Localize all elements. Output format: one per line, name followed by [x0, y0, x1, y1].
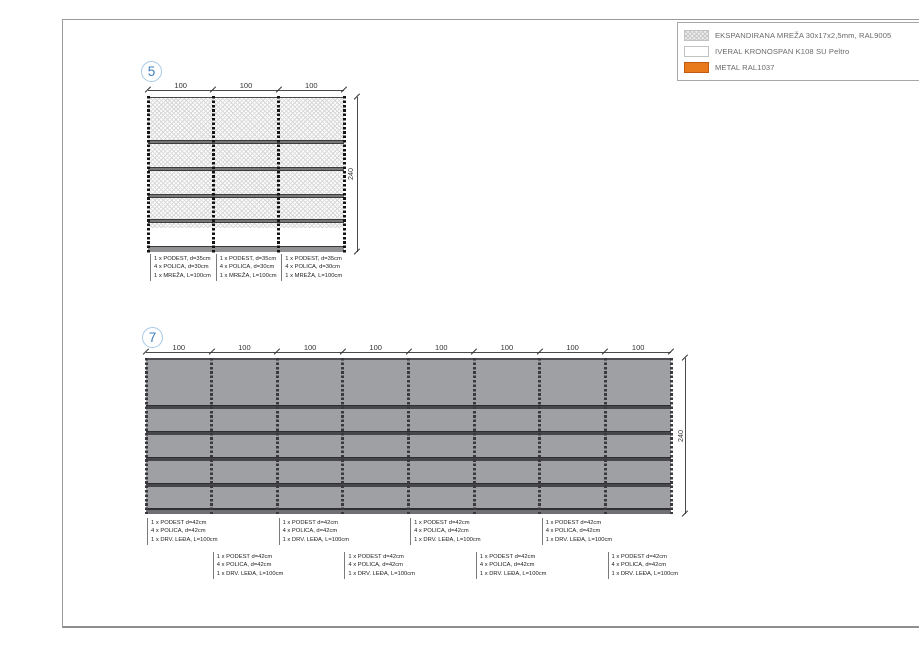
- spec-line: 4 x POLICA, d=42cm: [216, 562, 272, 569]
- spec-block: [410, 518, 481, 545]
- d7-dim-240: 240: [676, 430, 685, 442]
- spec-line: 4 x POLICA, d=42cm: [348, 562, 404, 569]
- shelf-bar: [148, 219, 344, 223]
- d7-dim-100: 100: [369, 343, 382, 352]
- metal-swatch-icon: [684, 62, 709, 73]
- spec-line: 4 x POLICA, d=30cm: [154, 264, 209, 271]
- legend-item-iveral: [684, 45, 849, 57]
- mesh-panel: [148, 97, 344, 228]
- upright-post: [670, 358, 673, 514]
- legend-box: [677, 22, 919, 81]
- drawing7-badge: [142, 327, 163, 348]
- spec-block: [147, 518, 218, 545]
- spec-line: 1 x DRV. LEĐA, L=100cm: [216, 570, 284, 577]
- drawing7-number: 7: [148, 330, 157, 345]
- legend-label: EKSPANDIRANA MREŽA 30x17x2,5mm, RAL9005: [715, 30, 892, 40]
- spec-line: 4 x POLICA, d=42cm: [611, 562, 667, 569]
- d7-dim-100: 100: [238, 343, 251, 352]
- mesh-shelving-unit: [148, 97, 344, 252]
- upright-post: [145, 358, 148, 514]
- upright-post: [210, 358, 213, 514]
- d5-dim-100: 100: [239, 81, 253, 90]
- spec-line: 1 x MREŽA, L=100cm: [219, 272, 277, 279]
- spec-line: 1 x DRV. LEĐA, L=100cm: [348, 570, 415, 577]
- upright-post: [341, 358, 344, 514]
- upright-post: [276, 358, 279, 514]
- base-plinth: [148, 246, 344, 252]
- upright-post: [473, 358, 476, 514]
- spec-line: 4 x POLICA, d=30cm: [219, 264, 275, 271]
- d7-dim-100: 100: [303, 343, 317, 352]
- d5-dim-100: 100: [305, 81, 318, 90]
- legend-item-metal: [684, 61, 775, 73]
- legend-label: IVERAL KRONOSPAN K108 SU Peltro: [715, 46, 850, 56]
- spec-line: 1 x PODEST d=42cm: [348, 554, 404, 560]
- spec-line: 1 x DRV. LEĐA, L=100cm: [282, 536, 350, 543]
- upright-post: [277, 96, 280, 253]
- legend-item-mesh: [684, 29, 891, 41]
- spec-line: 1 x MREŽA, L=100cm: [154, 272, 211, 279]
- iveral-swatch-icon: [684, 46, 709, 57]
- d5-dim-240: 240: [346, 168, 355, 180]
- spec-line: 1 x PODEST d=42cm: [282, 520, 339, 526]
- d7-dim-100: 100: [500, 343, 514, 352]
- spec-line: 1 x PODEST d=42cm: [151, 520, 207, 526]
- spec-line: 4 x POLICA, d=42cm: [479, 562, 535, 569]
- d7-dim-100: 100: [566, 343, 579, 352]
- d5-dim-line-side: [357, 97, 358, 252]
- upright-post: [407, 358, 410, 514]
- spec-line: 1 x PODEST d=42cm: [216, 554, 273, 560]
- upright-post: [343, 96, 346, 253]
- spec-line: 4 x POLICA, d=42cm: [545, 528, 601, 535]
- d5-dim-line-top: [148, 90, 344, 91]
- mesh-swatch-icon: [684, 30, 709, 41]
- spec-line: 4 x POLICA, d=42cm: [282, 528, 338, 535]
- upright-post: [604, 358, 607, 514]
- shelf-bar: [148, 167, 344, 171]
- legend-label: METAL RAL1037: [715, 62, 775, 72]
- spec-block: [279, 518, 350, 545]
- upright-post: [212, 96, 215, 253]
- d7-dim-100: 100: [435, 343, 448, 352]
- spec-line: 1 x PODEST, d=35cm: [285, 256, 342, 262]
- spec-line: 1 x MREŽA, L=100cm: [285, 272, 343, 279]
- d5-dim-100: 100: [174, 81, 187, 90]
- spec-line: 1 x DRV. LEĐA, L=100cm: [414, 536, 481, 543]
- spec-block: [542, 518, 613, 545]
- solid-shelving-unit: [146, 358, 671, 514]
- shelf-bar: [148, 140, 344, 144]
- spec-block: [476, 552, 547, 579]
- spec-line: 1 x PODEST, d=35cm: [219, 256, 277, 262]
- d7-dim-100: 100: [172, 343, 186, 352]
- spec-block: [344, 552, 415, 579]
- spec-line: 1 x PODEST d=42cm: [414, 520, 470, 526]
- spec-line: 1 x PODEST, d=35cm: [154, 256, 211, 262]
- spec-block: [608, 552, 679, 579]
- upright-post: [147, 96, 150, 253]
- spec-line: 1 x DRV. LEĐA, L=100cm: [151, 536, 218, 543]
- spec-line: 4 x POLICA, d=30cm: [285, 264, 340, 271]
- spec-line: 1 x PODEST d=42cm: [611, 554, 667, 560]
- spec-block: [150, 254, 211, 281]
- podest-row: [148, 228, 344, 246]
- spec-block: [281, 254, 342, 281]
- spec-line: 1 x PODEST d=42cm: [479, 554, 536, 560]
- spec-line: 4 x POLICA, d=42cm: [414, 528, 469, 535]
- spec-block: [216, 254, 277, 281]
- spec-block: [213, 552, 284, 579]
- d7-dim-100: 100: [631, 343, 645, 352]
- spec-line: 1 x DRV. LEĐA, L=100cm: [479, 570, 547, 577]
- shelf-bar: [148, 194, 344, 198]
- spec-line: 1 x DRV. LEĐA, L=100cm: [611, 570, 679, 577]
- drawing5-badge: [141, 61, 162, 82]
- upright-post: [538, 358, 541, 514]
- spec-line: 4 x POLICA, d=42cm: [151, 528, 206, 535]
- drawing5-number: 5: [147, 64, 156, 79]
- spec-line: 1 x DRV. LEĐA, L=100cm: [545, 536, 613, 543]
- spec-line: 1 x PODEST d=42cm: [545, 520, 602, 526]
